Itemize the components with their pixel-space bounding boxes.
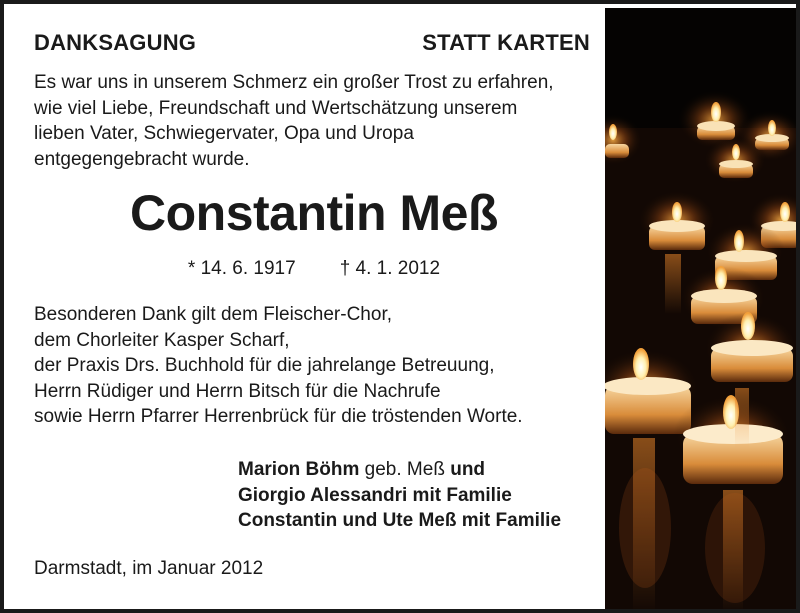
thanks-line: Besonderen Dank gilt dem Fleischer-Chor, xyxy=(34,304,393,325)
intro-line: lieben Vater, Schwiegervater, Opa und Uropa xyxy=(34,123,414,144)
candle xyxy=(673,394,793,484)
life-dates xyxy=(30,258,598,280)
candle-photo xyxy=(605,8,800,613)
candles-illustration xyxy=(605,8,800,613)
intro-line: wie viel Liebe, Freundschaft und Wertschätzung unserem xyxy=(34,97,518,119)
thanks-line: der Praxis Drs. Buchhold für die jahrelange Betreuung, xyxy=(34,355,495,376)
thanks-line: sowie Herrn Pfarrer Herrenbrück für die tröstenden Worte. xyxy=(34,406,523,427)
intro-paragraph xyxy=(34,70,604,172)
text-column xyxy=(30,4,598,609)
thanks-line: dem Chorleiter Kasper Scharf, xyxy=(34,329,290,351)
signer-name: Marion Böhm xyxy=(238,459,360,480)
candle xyxy=(703,312,799,384)
candle xyxy=(637,190,717,250)
candle xyxy=(703,136,767,184)
signers-block xyxy=(238,457,561,534)
thanks-paragraph xyxy=(34,302,604,430)
signer-conjunction: und xyxy=(450,459,486,480)
thanks-line: Herrn Rüdiger und Herrn Bitsch für die Nachrufe xyxy=(34,380,441,402)
intro-line: entgegengebracht wurde. xyxy=(34,148,250,170)
birth-date: * 14. 6. 1917 xyxy=(187,258,296,279)
death-date: † 4. 1. 2012 xyxy=(339,258,441,279)
intro-line: Es war uns in unserem Schmerz ein großer Trost zu erfahren, xyxy=(34,72,554,93)
signer-line: Constantin und Ute Meß mit Familie xyxy=(238,510,562,531)
signer-line: Giorgio Alessandri mit Familie xyxy=(238,484,512,506)
deceased-name: Constantin Meß xyxy=(130,185,498,241)
heading-statt-karten: STATT KARTEN xyxy=(422,30,590,55)
place-date: Darmstadt, im Januar 2012 xyxy=(34,558,264,579)
signer-line xyxy=(238,457,561,483)
heading-danksagung: DANKSAGUNG xyxy=(34,30,197,55)
signer-maiden-name: geb. Meß xyxy=(364,459,445,480)
